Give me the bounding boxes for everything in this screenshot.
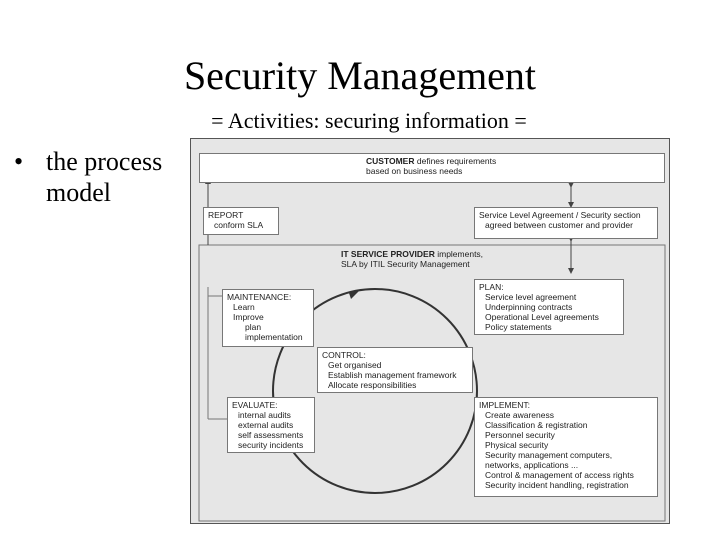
- implement-heading: IMPLEMENT:: [479, 400, 531, 410]
- customer-line1: defines requirements: [416, 156, 497, 166]
- customer-heading: CUSTOMER: [366, 156, 415, 166]
- control-box: [317, 347, 473, 393]
- implement-item: Control & management of access rights: [485, 470, 634, 480]
- sla-box: [474, 207, 658, 239]
- maintenance-item: plan: [245, 322, 262, 332]
- sla-line2: agreed between customer and provider: [485, 220, 633, 230]
- provider-label: [337, 247, 507, 273]
- report-heading: REPORT: [208, 210, 244, 220]
- maintenance-item: Improve: [233, 312, 264, 322]
- maintenance-heading: MAINTENANCE:: [227, 292, 292, 302]
- evaluate-item: external audits: [238, 420, 294, 430]
- implement-item: Personnel security: [485, 430, 555, 440]
- plan-item: Operational Level agreements: [485, 312, 599, 322]
- report-box: [203, 207, 279, 235]
- plan-item: Underpinning contracts: [485, 302, 573, 312]
- evaluate-item: self assessments: [238, 430, 304, 440]
- provider-line2: SLA by ITIL Security Management: [341, 259, 470, 269]
- implement-box: [474, 397, 658, 497]
- implement-item: Physical security: [485, 440, 549, 450]
- plan-item: Service level agreement: [485, 292, 577, 302]
- plan-heading: PLAN:: [479, 282, 504, 292]
- process-model-diagram: [190, 138, 670, 524]
- control-item: Get organised: [328, 360, 382, 370]
- control-heading: CONTROL:: [322, 350, 366, 360]
- sla-line1: Service Level Agreement / Security section: [479, 210, 641, 220]
- control-item: Allocate responsibilities: [328, 380, 417, 390]
- evaluate-box: [227, 397, 315, 453]
- evaluate-item: internal audits: [238, 410, 291, 420]
- provider-line1: implements,: [437, 249, 484, 259]
- implement-item: Classification & registration: [485, 420, 588, 430]
- maintenance-item: implementation: [245, 332, 303, 342]
- bullet-text: the process model: [46, 147, 163, 207]
- customer-line2: based on business needs: [366, 166, 463, 176]
- evaluate-item: security incidents: [238, 440, 304, 450]
- evaluate-heading: EVALUATE:: [232, 400, 278, 410]
- maintenance-item: Learn: [233, 302, 255, 312]
- slide-subtitle: = Activities: securing information =: [211, 108, 527, 133]
- control-item: Establish management framework: [328, 370, 457, 380]
- provider-heading: IT SERVICE PROVIDER: [341, 249, 435, 259]
- customer-box: [199, 153, 665, 183]
- implement-item: networks, applications ...: [485, 460, 579, 470]
- plan-box: [474, 279, 624, 335]
- maintenance-box: [222, 289, 314, 347]
- implement-item: Security incident handling, registration: [485, 480, 629, 490]
- bullet-dot: •: [14, 147, 24, 176]
- plan-item: Policy statements: [485, 322, 552, 332]
- slide-title: Security Management: [183, 53, 537, 98]
- report-line1: conform SLA: [214, 220, 264, 230]
- implement-item: Create awareness: [485, 410, 554, 420]
- implement-item: Security management computers,: [485, 450, 613, 460]
